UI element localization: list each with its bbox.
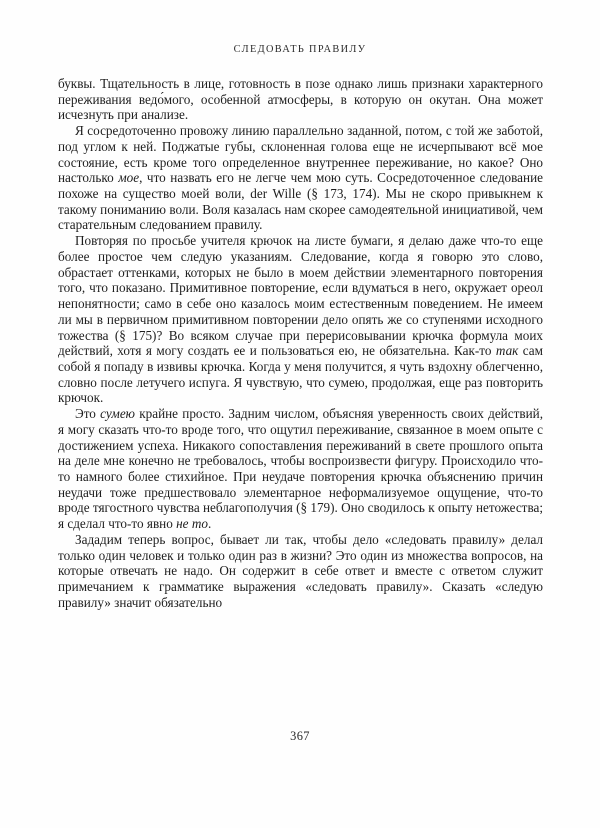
body-text-column <box>58 76 543 610</box>
paragraph-1 <box>58 76 543 123</box>
paragraph-3 <box>58 233 543 406</box>
paragraph-3-emphasis-tak: так <box>495 343 519 359</box>
paragraph-2-segment-1: Я сосредоточенно провожу линию параллельно заданной, потом, с той же заботой, под углом к ней. Поджатые губы, склоненная голова еще не исчерпывают всё мое состояние, есть кроме того определенное внутреннее переживание, но какое? Оно настолько <box>58 123 543 186</box>
paragraph-1-segment-1: буквы. Тщательность в лице, готовность в позе однако лишь признаки характерного переживания ведо́мого, особенной атмосферы, в которую он окутан. Она может исчезнуть при анализе. <box>58 76 543 123</box>
running-head: СЛЕДОВАТЬ ПРАВИЛУ <box>233 44 367 55</box>
paragraph-2-segment-3: , что назвать его не легче чем мою суть. Сосредоточенное следование похоже на существо моей воли, der Wille (§ 173, 174). Мы не скоро привыкнем к такому пониманию воли. Воля казалась нам скорее самодеятельной инициативой, чем старательным следованием правилу. <box>58 170 544 233</box>
paragraph-4-emphasis-sumeyu: сумею <box>100 406 135 422</box>
paragraph-4-segment-5: . <box>207 516 212 532</box>
paragraph-3-segment-1: Повторяя по просьбе учителя крючок на листе бумаги, я делаю даже что-то еще более простое чем следую указаниям. Следование, когда я говорю это слово, обрастает оттенками, которых не было в моем действии элементарного повторения того, что показано. Примитивное повторение, если вдуматься в него, окружает ореол непонятности; само в себе оно казалось моим естественным поведением. Не имеем ли мы в первичном примитивном повторении дело опять же со ступенями исходного тожества (§ 175)? Во всяком случае при перерисовывании крючка формула моих действий, хотя я могу создать ее и пользоваться ею, не обязательна. Как-то <box>58 233 543 359</box>
paragraph-4 <box>58 406 543 532</box>
paragraph-4-segment-1: Это <box>75 406 101 422</box>
paragraph-3-segment-3: сам собой я попаду в извивы крючка. Когда у меня получится, я чуть вздохну облегченно, словно после летучего испуга. Я чувствую, что сумею, продолжая, еще раз повторить крючок. <box>58 343 543 406</box>
paragraph-5-segment-1: Зададим теперь вопрос, бывает ли так, чтобы дело «следовать правилу» делал только один человек и только один раз в жизни? Это один из множества вопросов, на которые отвечать не надо. Он содержит в себе ответ и вместе с ответом служит примечанием к грамматике выражения «следовать правилу». Сказать «следую правилу» значит обязательно <box>58 531 543 610</box>
paragraph-4-segment-3: крайне просто. Задним числом, объясняя уверенность своих действий, я могу сказать что-то вроде того, что ощутил переживание, связанное в моем опыте с достижением успеха. Никакого сопоставления переживаний в свете прошлого опыта на деле мне конечно не требовалось, чтобы воспроизвести фигуру. Происходило что-то намного более стихийное. При неудаче повторения крючка объяснению причин неудачи тоже предшествовало элементарное неформализуемое ощущение, что-то вроде тягостного чувства неблагополучия (§ 179). Оно сводилось к опыту нетожества; я сделал что-то явно <box>58 406 544 532</box>
page-number: 367 <box>290 729 310 743</box>
paragraph-5 <box>58 532 543 611</box>
paragraph-2 <box>58 123 543 233</box>
paragraph-2-emphasis-moe: мое <box>118 170 140 186</box>
paragraph-4-emphasis-ne-to: не то <box>176 516 208 532</box>
